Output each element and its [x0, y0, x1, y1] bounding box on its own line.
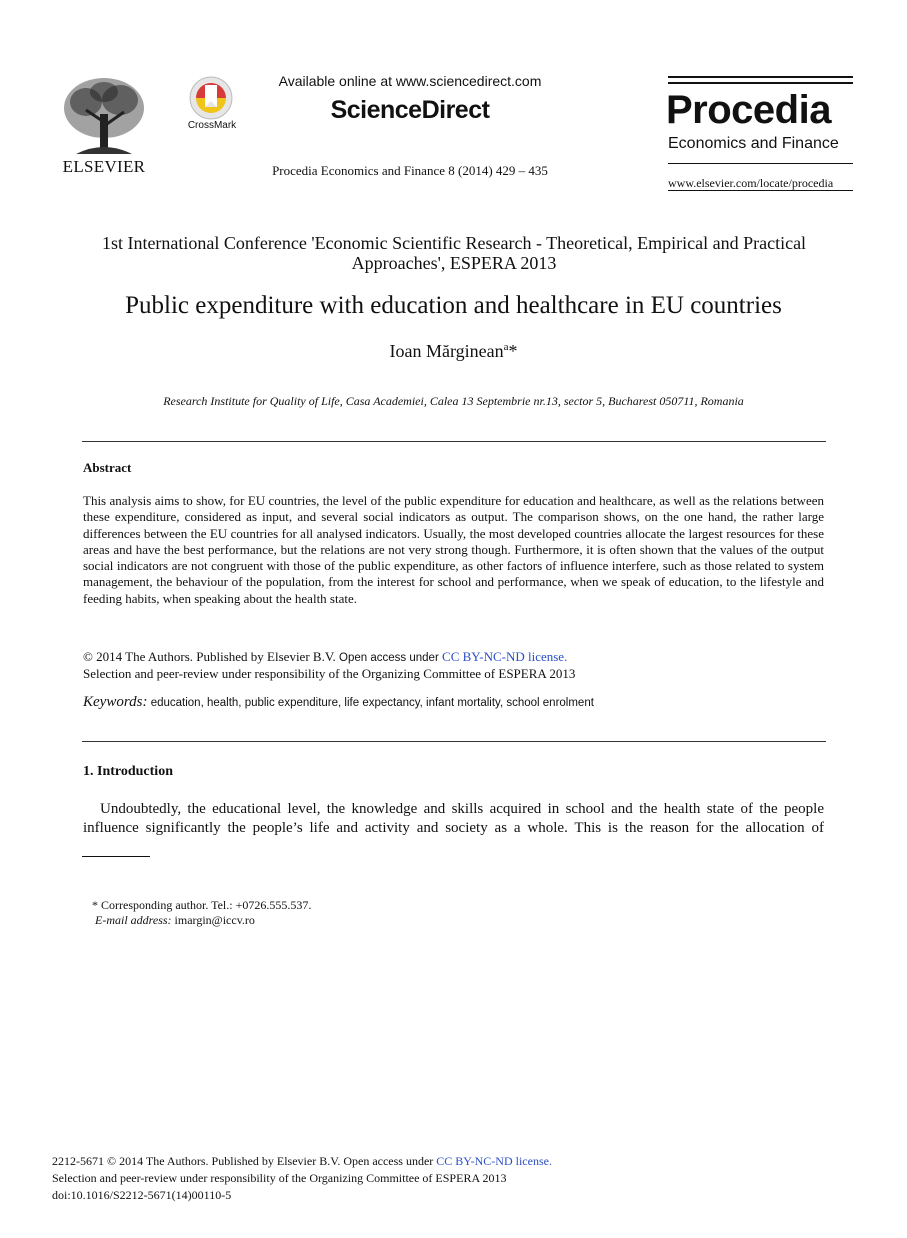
author-affiliation-mark: a	[503, 341, 509, 353]
procedia-url-link[interactable]: www.elsevier.com/locate/procedia	[668, 176, 834, 190]
footer-license-link[interactable]: CC BY-NC-ND license.	[436, 1154, 552, 1168]
journal-reference: Procedia Economics and Finance 8 (2014) 429 – 435	[272, 163, 548, 178]
abstract-heading: Abstract	[83, 460, 132, 475]
email-label: E-mail address:	[95, 913, 172, 927]
procedia-rule	[668, 82, 853, 84]
copyright-line	[83, 649, 824, 666]
procedia-rule	[668, 163, 853, 164]
crossmark-label: CrossMark	[187, 120, 237, 131]
paper-title: Public expenditure with education and healthcare in EU countries	[125, 292, 782, 319]
author-line	[40, 341, 867, 362]
procedia-rule	[668, 76, 853, 78]
available-online-link[interactable]: Available online at www.sciencedirect.com	[278, 73, 542, 89]
email-footnote	[95, 913, 255, 928]
abstract-top-rule	[82, 441, 826, 442]
procedia-wordmark: Procedia	[666, 88, 831, 132]
email-link[interactable]: imargin@iccv.ro	[174, 913, 255, 927]
elsevier-wordmark: ELSEVIER	[62, 157, 146, 176]
abstract-text: This analysis aims to show, for EU countries, the level of the public expenditure for education and healthcare, as well as the relations between these expenditure, considered as input, and several social indicators as output. The comparison shows, on the one hand, the rather large differences between the EU countries for all analysed indicators. Usually, the most developed countries allocate the largest resources for these areas and have the best performance, but the relations are not very strong though. Furthermore, it is often shown that the values of the output social indicators are not congruent with those of the public expenditure, as other factors of influence interfere, such as those related to system management, the behaviour of the population, from the interest for school and performance, when we speak of education, to the lifestyle and feeding habits, when speaking about the health state.	[83, 493, 824, 606]
footer-peer-review: Selection and peer-review under responsibility of the Organizing Committee of ESPERA 2013	[52, 1171, 507, 1185]
issn-text: 2212-5671 © 2014 The Authors. Published by Elsevier B.V. Open access under	[52, 1154, 434, 1168]
peer-review-line: Selection and peer-review under responsibility of the Organizing Committee of ESPERA 2013	[83, 666, 576, 681]
license-link[interactable]: CC BY-NC-ND license.	[442, 649, 568, 664]
section-heading-introduction: 1. Introduction	[83, 764, 173, 779]
keywords-line	[83, 694, 824, 711]
introduction-paragraph: Undoubtedly, the educational level, the knowledge and skills acquired in school and the health state of the people influence significantly the people’s life and activity and society as a whole. This is the reason for the allocation of	[83, 801, 824, 836]
procedia-subtitle: Economics and Finance	[668, 135, 839, 152]
footnote-rule	[82, 856, 150, 857]
author-affiliation: Research Institute for Quality of Life, Casa Academiei, Calea 13 Septembrie nr.13, sector 5, Bucharest 050711, Romania	[163, 394, 744, 408]
issn-line	[52, 1154, 552, 1169]
corresponding-author-footnote: * Corresponding author. Tel.: +0726.555.537.	[92, 898, 312, 912]
copyright-block	[83, 649, 824, 682]
procedia-rule	[668, 190, 853, 191]
doi-link[interactable]: doi:10.1016/S2212-5671(14)00110-5	[52, 1188, 232, 1202]
abstract-bottom-rule	[82, 741, 826, 742]
keywords-list: education, health, public expenditure, life expectancy, infant mortality, school enrolment	[150, 697, 594, 709]
author-name: Ioan Mărginean	[389, 341, 504, 361]
conference-name: 1st International Conference 'Economic Scientific Research - Theoretical, Empirical and Practical Approaches', ESPERA 2013	[101, 233, 807, 273]
open-access-text: Open access under	[339, 652, 439, 664]
keywords-label: Keywords:	[83, 694, 148, 710]
copyright-text: © 2014 The Authors. Published by Elsevier B.V.	[83, 649, 336, 664]
corresponding-mark[interactable]: *	[508, 341, 518, 361]
sciencedirect-wordmark: ScienceDirect	[330, 96, 490, 124]
